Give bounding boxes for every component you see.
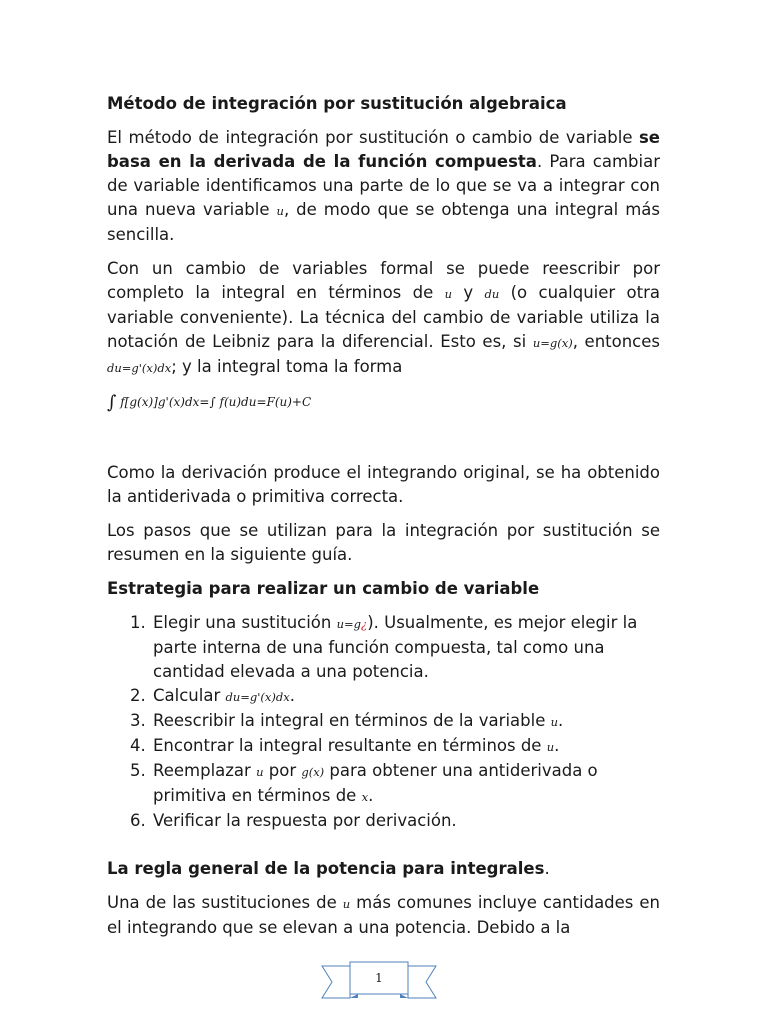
text-run: ; y la integral toma la forma — [171, 357, 403, 376]
list-item — [151, 709, 660, 734]
text-run: . — [368, 786, 374, 805]
text-run: Reescribir la integral en términos de la variable — [153, 711, 551, 730]
text-run: Con un cambio de variables formal se puede reescribir por completo la integral en términos de — [107, 259, 660, 302]
math-u: u — [276, 204, 284, 218]
text-run: Verificar la respuesta por derivación. — [153, 811, 457, 830]
broken-glyph: ¿ — [361, 617, 368, 631]
math-expr: u — [256, 765, 264, 779]
bold-text: se basa en la derivada de la función compuesta — [107, 128, 660, 171]
text-run: Una de las sustituciones de — [107, 893, 343, 912]
text-run: . — [554, 736, 560, 755]
formula-text: f[g(x)]g'(x)dx=∫ f(u)du=F(u)+C — [120, 395, 312, 409]
text-run: Encontrar la integral resultante en términos de — [153, 736, 547, 755]
math-u-equals-g: u=g(x) — [532, 336, 573, 350]
math-expr: u — [550, 715, 559, 729]
math-du: du — [484, 287, 500, 301]
math-du-equals: du=g'(x)dx — [107, 361, 172, 375]
list-item — [151, 759, 660, 809]
text-run: El método de integración por sustitución o cambio de variable — [107, 128, 639, 147]
math-expr: g(x) — [301, 765, 325, 779]
text-run: para obtener una antiderivada o primitiva en términos de — [153, 761, 598, 805]
math-u: u — [342, 897, 351, 911]
integral-formula — [107, 390, 660, 415]
section-title-power-rule — [107, 857, 660, 881]
list-item — [151, 611, 660, 684]
steps-intro-paragraph: Los pasos que se utilizan para la integración por sustitución se resumen en la siguiente guía. — [107, 521, 660, 564]
page-number-ribbon — [320, 958, 438, 1006]
strategy-steps — [107, 611, 660, 833]
math-u: u — [444, 287, 453, 301]
document-page — [107, 92, 660, 950]
text-run: , de modo que se obtenga una integral más sencilla. — [107, 200, 660, 244]
page-number: 1 — [375, 971, 383, 985]
spacer — [107, 843, 660, 857]
section-title-substitution: Método de integración por sustitución algebraica — [107, 94, 567, 113]
intro-paragraph — [107, 126, 660, 247]
spacer — [107, 415, 660, 461]
text-run: (o cualquier otra variable conveniente). La técnica del cambio de variable utiliza la notación de Leibniz para la diferencial. Esto es, si — [107, 283, 660, 351]
text-run: ). Usualmente, es mejor elegir la parte interna de una función compuesta, tal como una cantidad elevada a una potencia. — [153, 613, 638, 681]
list-item — [151, 809, 660, 833]
math-expr: u=g — [336, 617, 362, 631]
text-run: , entonces — [572, 332, 660, 351]
list-item — [151, 734, 660, 759]
title-text: La regla general de la potencia para integrales — [107, 859, 545, 878]
text-run: . — [289, 686, 295, 705]
list-item — [151, 684, 660, 709]
text-run: y — [452, 283, 485, 302]
text-run: más comunes incluye cantidades en el integrando que se elevan a una potencia. Debido a la — [107, 893, 661, 937]
derivation-paragraph: Como la derivación produce el integrando original, se ha obtenido la antiderivada o primitiva correcta. — [107, 463, 660, 506]
text-run: por — [263, 761, 302, 780]
text-run: Reemplazar — [153, 761, 257, 780]
leibniz-paragraph — [107, 257, 660, 380]
power-rule-paragraph — [107, 891, 660, 940]
math-expr: x — [361, 790, 369, 804]
integral-sign: ∫ — [107, 392, 117, 413]
text-run: Calcular — [153, 686, 226, 705]
text-run: Elegir una sustitución — [153, 613, 337, 632]
section-title-strategy: Estrategia para realizar un cambio de variable — [107, 579, 540, 598]
text-run: . — [558, 711, 564, 730]
title-period: . — [544, 859, 550, 878]
math-expr: du=g'(x)dx — [225, 690, 290, 704]
text-run: . Para cambiar de variable identificamos una parte de lo que se va a integrar con una nueva variable — [107, 152, 660, 219]
math-expr: u — [546, 740, 555, 754]
